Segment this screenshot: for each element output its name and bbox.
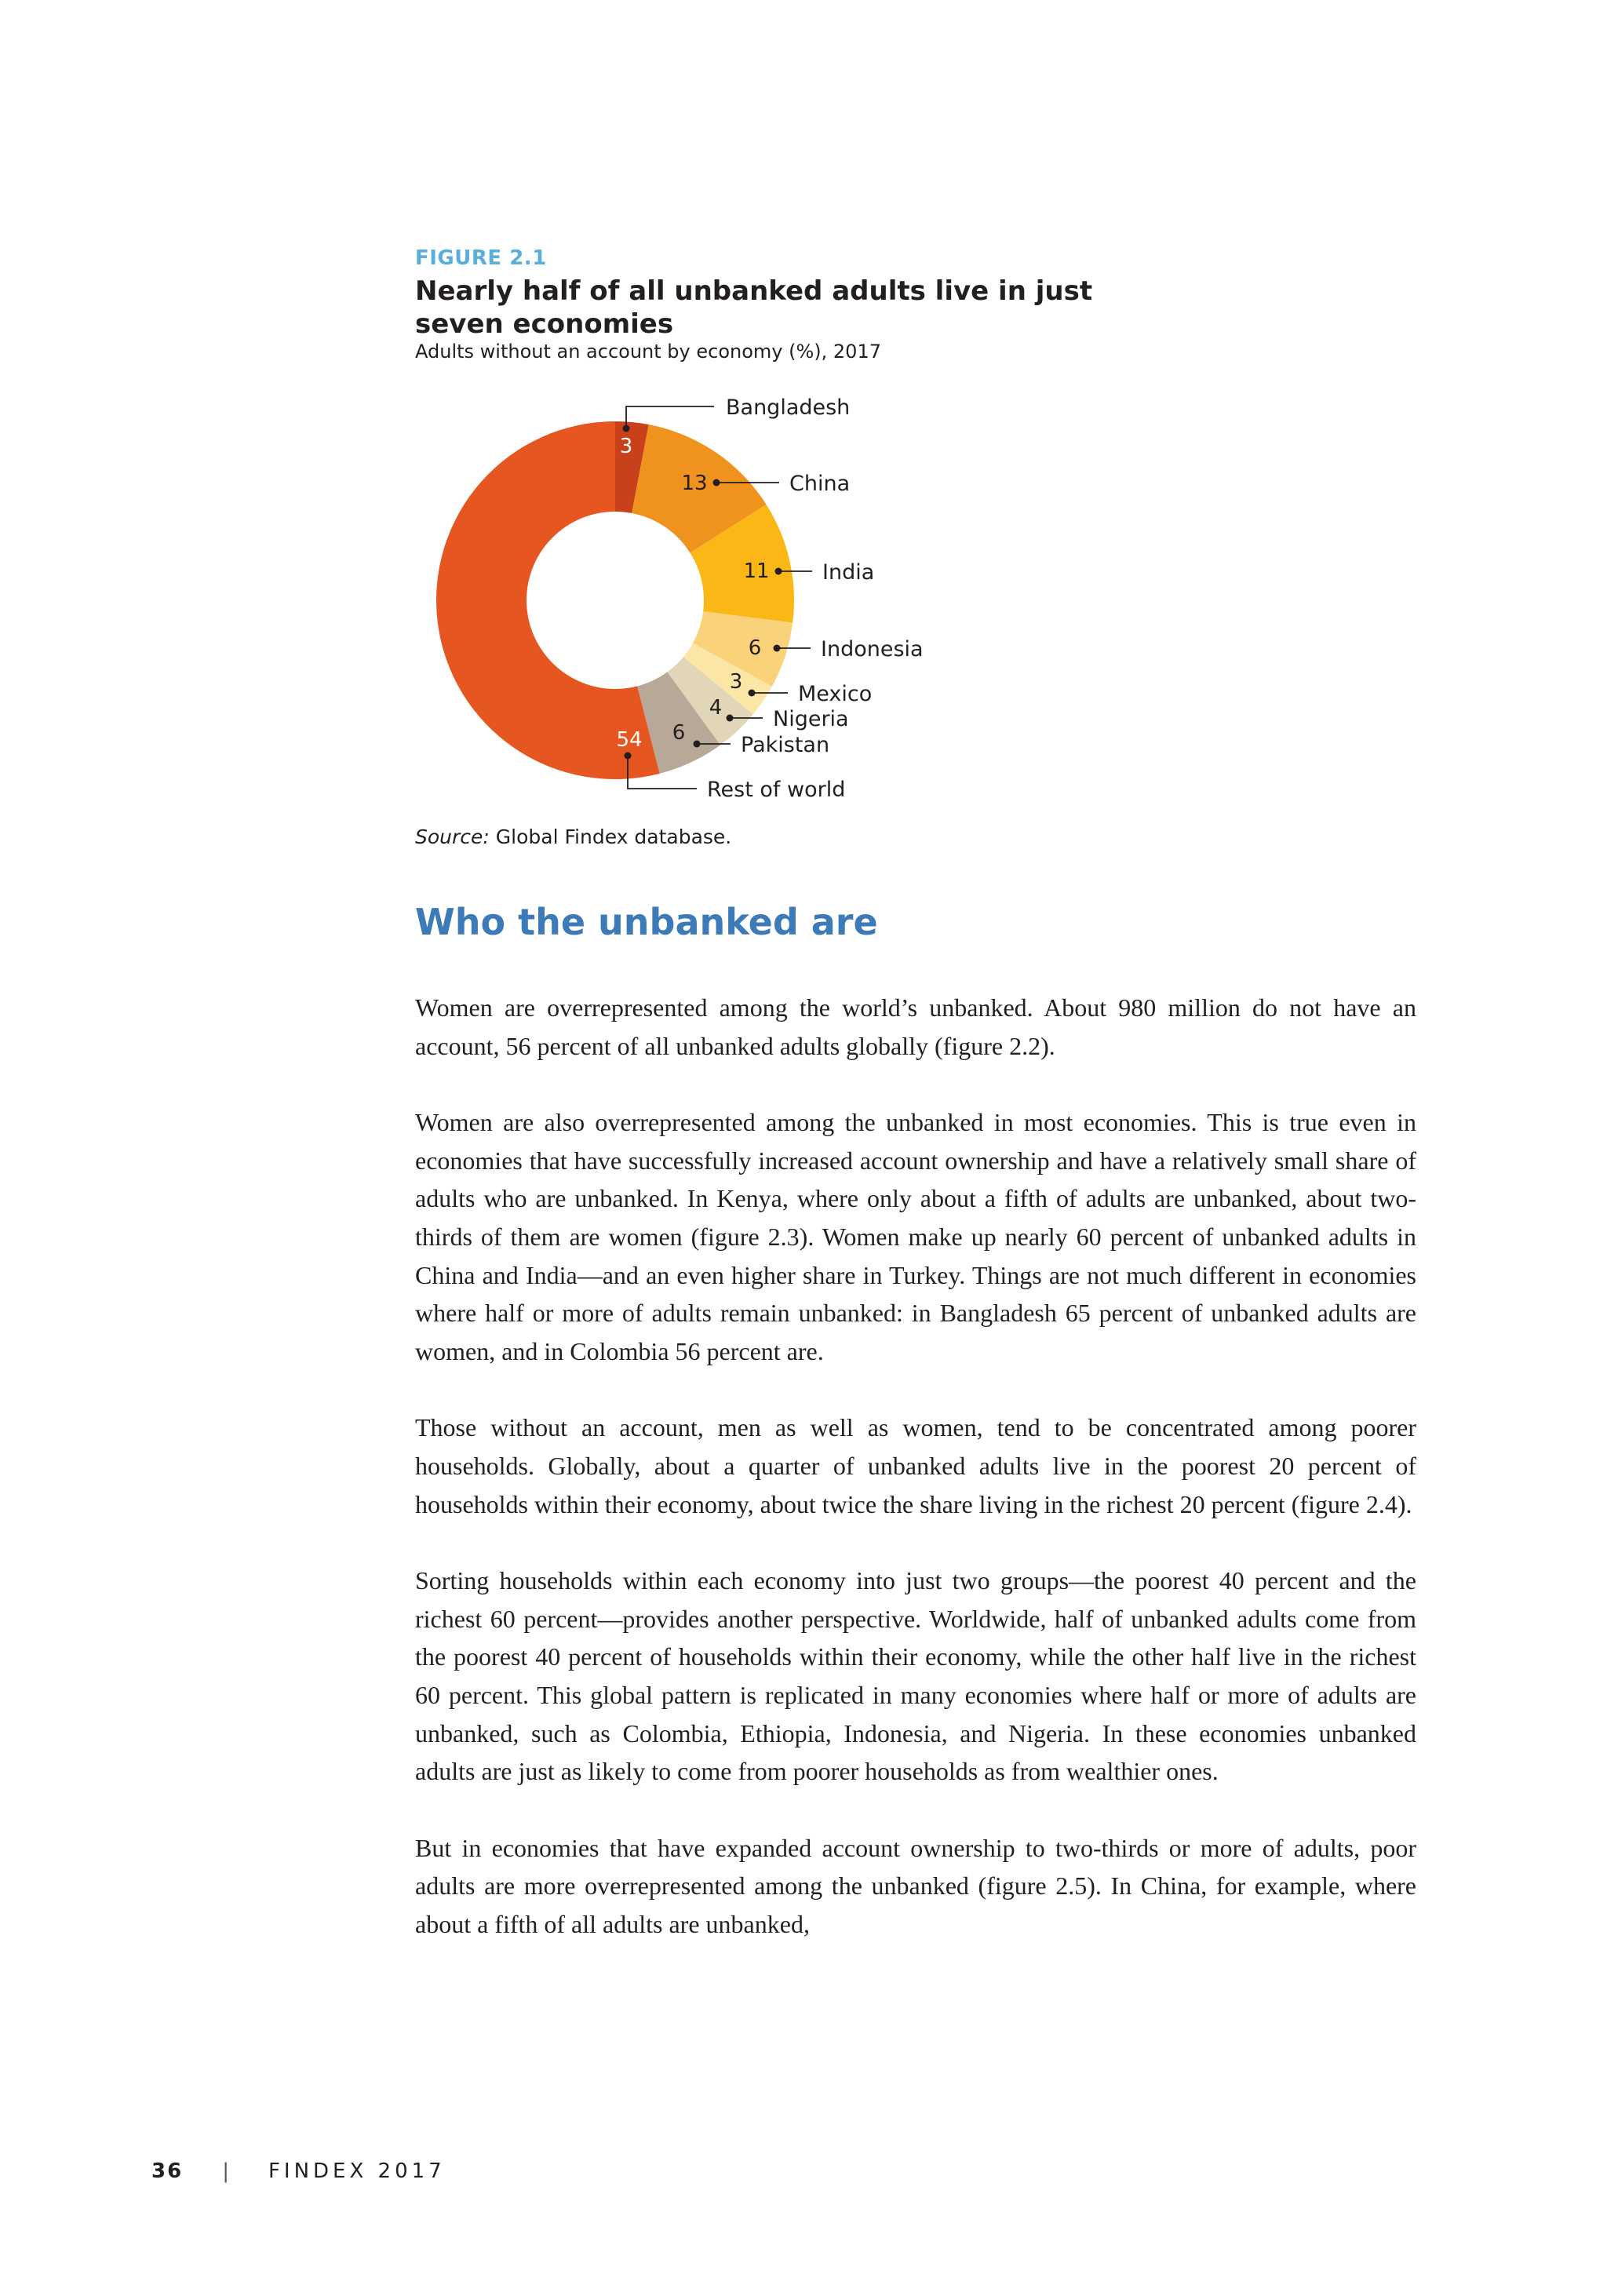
donut-slices: [436, 421, 794, 779]
value-label-rest-of-world: 54: [616, 728, 643, 752]
leader-dot-indonesia: [774, 645, 781, 652]
value-label-india: 11: [743, 559, 770, 583]
page-footer: [151, 2159, 446, 2183]
paragraph: Those without an account, men as well as women, tend to be concentrated among poorer households. Globally, about a quarter of unbanked adults live in the poorest 20 percent of households within their economy, about twice the share living in the richest 20 percent (figure 2.4).: [415, 1413, 1416, 1518]
leader-dot-pakistan: [694, 741, 701, 748]
paragraph: Sorting households within each economy into just two groups—the poorest 40 percent and the richest 60 percent—provides another perspective. Worldwide, half of unbanked adults come from the poorest 40 percent of households within their economy, while the other half live in the richest 60 percent. This global pattern is replicated in many economies where half or more of adults are unbanked, such as Colombia, Ethiopia, Indonesia, and Nigeria. In these economies unbanked adults are just as likely to come from poorer households as from wealthier ones.: [415, 1566, 1416, 1786]
leader-dot-nigeria: [727, 715, 734, 722]
category-label-nigeria: Nigeria: [773, 707, 849, 731]
paragraph: But in economies that have expanded account ownership to two-thirds or more of adults, poor adults are more overrepresented among the unbanked (figure 2.5). In China, for example, where about a fifth of all adults are unbanked,: [415, 1833, 1416, 1938]
value-label-china: 13: [681, 472, 708, 495]
leader-dot-china: [713, 479, 720, 487]
paragraph: Women are overrepresented among the world’s unbanked. About 980 million do not have an account, 56 percent of all unbanked adults globally (figure 2.2).: [415, 993, 1416, 1060]
category-label-mexico: Mexico: [798, 682, 873, 706]
figure-source: [415, 825, 731, 848]
figure-title: Nearly half of all unbanked adults live in just seven economies: [415, 275, 1093, 340]
footer-separator: |: [222, 2159, 229, 2183]
value-label-nigeria: 4: [709, 696, 723, 720]
value-label-pakistan: 6: [672, 721, 686, 745]
category-label-india: India: [822, 560, 875, 585]
paragraph: Women are also overrepresented among the unbanked in most economies. This is true even in economies that have successfully increased account ownership and have a relatively small share of adults who are unbanked. In Kenya, where only about a fifth of adults are unbanked, about two-thirds of them are women (figure 2.3). Women make up nearly 60 percent of unbanked adults in China and India—and an even higher share in Turkey. Things are not much different in economies where half or more of adults remain unbanked: in Bangladesh 65 percent of unbanked adults are women, and in Colombia 56 percent are.: [415, 1108, 1416, 1365]
category-label-bangladesh: Bangladesh: [726, 395, 851, 420]
source-text: Global Findex database.: [489, 825, 732, 848]
value-label-mexico: 3: [729, 670, 743, 694]
leader-dot-mexico: [749, 690, 756, 697]
donut-chart: [0, 0, 1020, 824]
leader-dot-rest-of-world: [625, 753, 632, 760]
source-label: Source:: [415, 825, 490, 848]
value-label-bangladesh: 3: [619, 435, 633, 458]
category-label-china: China: [789, 472, 851, 496]
leader-dot-india: [775, 568, 782, 575]
value-label-indonesia: 6: [748, 636, 762, 660]
body-text: [415, 989, 1416, 1981]
leader-dot-bangladesh: [623, 425, 630, 432]
category-label-rest-of-world: Rest of world: [707, 778, 846, 802]
category-label-indonesia: Indonesia: [821, 637, 924, 661]
page-number: 36: [151, 2159, 184, 2183]
figure-label: FIGURE 2.1: [415, 246, 547, 270]
section-heading: Who the unbanked are: [415, 901, 878, 943]
figure-subtitle: Adults without an account by economy (%), 2017: [415, 341, 881, 363]
category-label-pakistan: Pakistan: [741, 733, 830, 757]
running-title: FINDEX 2017: [268, 2159, 446, 2183]
